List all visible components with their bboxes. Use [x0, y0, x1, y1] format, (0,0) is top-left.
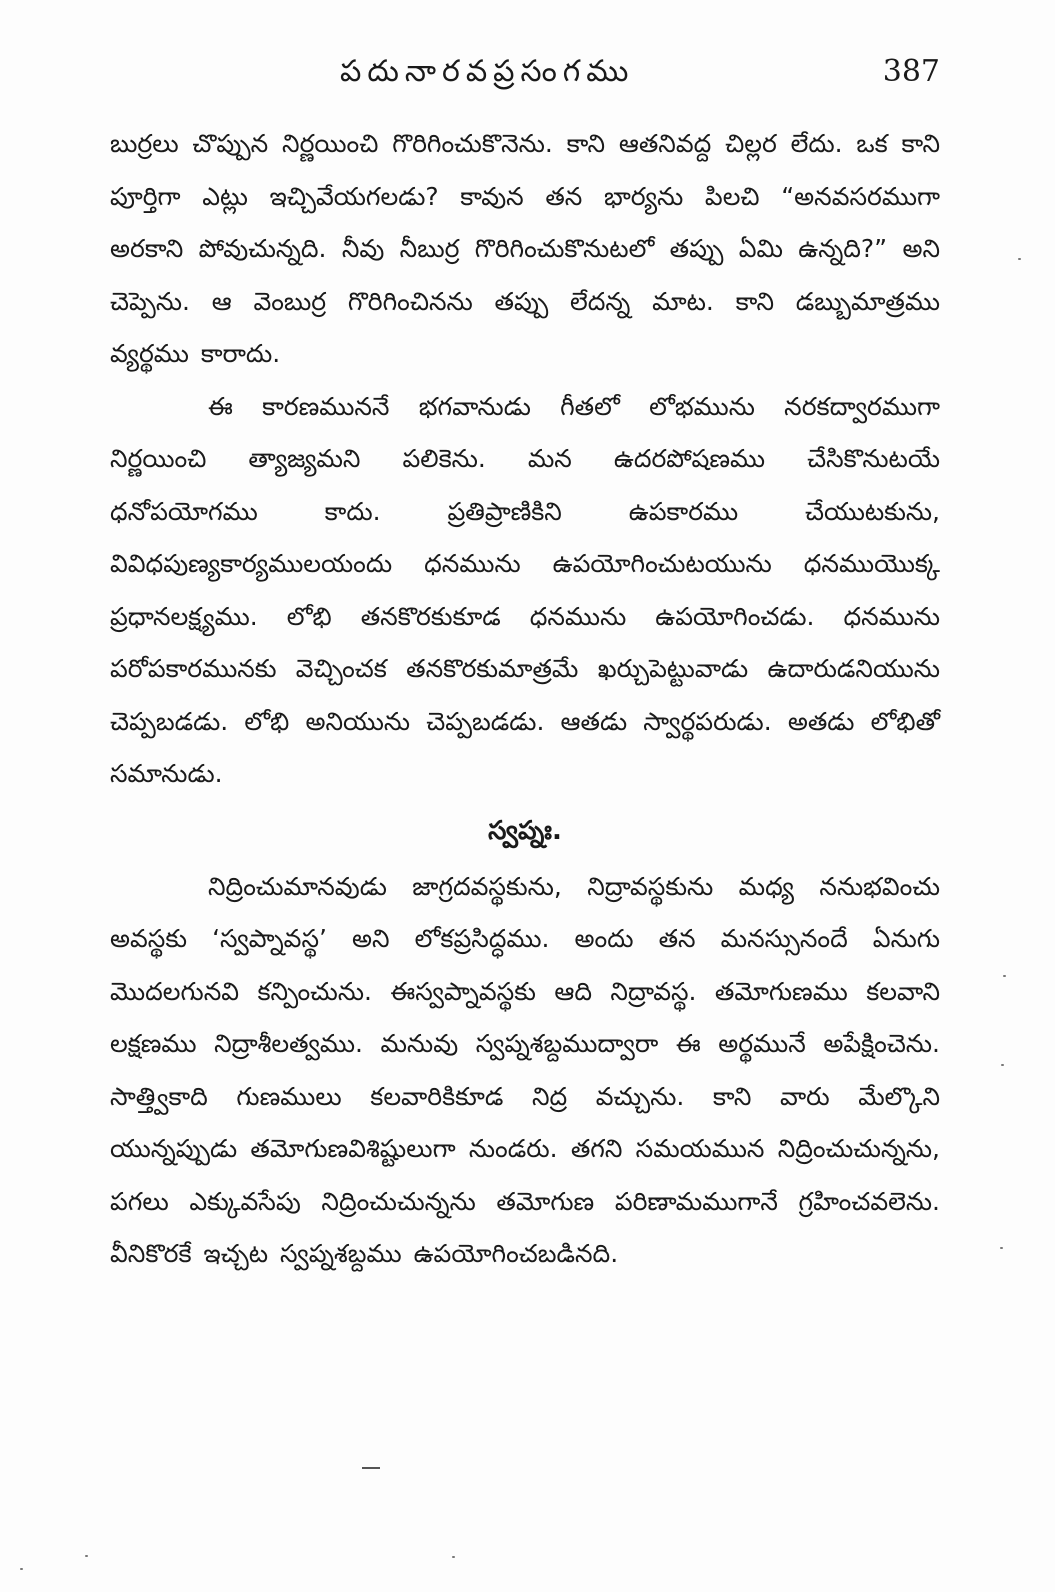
scan-speck: [1000, 1247, 1003, 1249]
scan-speck: [20, 1568, 23, 1570]
scan-speck: [1003, 975, 1006, 977]
page-body: [110, 118, 940, 1281]
scan-speck: [1001, 1064, 1004, 1066]
scan-speck: [85, 1555, 88, 1557]
running-title: పదునారవప్రసంగము: [340, 54, 635, 89]
paragraph-1: బుర్రలు చొప్పున నిర్ణయించి గొరిగించుకొనెను. కాని ఆతనివద్ద చిల్లర లేదు. ఒక కాని పూర్తిగా ఎట్లు ఇచ్చివేయగలడు? కావున తన భార్యను పిలచి “అనవసరముగా అరకాని పోవుచున్నది. నీవు నీబుర్ర గొరిగించుకొనుటలో తప్పు ఏమి ఉన్నది?” అని చెప్పెను. ఆ వెంబుర్ర గొరిగించినను తప్పు లేదన్న మాట. కాని డబ్బుమాత్రము వ్యర్థము కారాదు.: [110, 129, 940, 368]
scan-speck: [452, 1556, 455, 1558]
paragraph-3: నిద్రించుమానవుడు జాగ్రదవస్థకును, నిద్రావస్థకును మధ్య ననుభవించు అవస్థకు ‘స్వప్నావస్థ’ అని లోకప్రసిద్ధము. అందు తన మనస్సునందే ఏనుగు మొదలగునవి కన్పించును. ఈస్వప్నావస్థకు ఆది నిద్రావస్థ. తమోగుణము కలవాని లక్షణము నిద్రాశీలత్వము. మనువు స్వప్నశబ్దముద్వారా ఈ అర్థమునే అపేక్షించెను. సాత్త్వికాది గుణములు కలవారికికూడ నిద్ర వచ్చును. కాని వారు మేల్కొని యున్నప్పుడు తమోగుణవిశిష్టులుగా నుండరు. తగని సమయమున నిద్రించుచున్నను, పగలు ఎక్కువసేపు నిద్రించుచున్నను తమోగుణ పరిణామముగానే గ్రహించవలెను. వీనికొరకే ఇచ్చట స్వప్నశబ్దము ఉపయోగించబడినది.: [110, 871, 940, 1268]
scan-speck: [1018, 258, 1021, 260]
paragraph-2: ఈ కారణముననే భగవానుడు గీతలో లోభమును నరకద్వారముగా నిర్ణయించి త్యాజ్యమని పలికెను. మన ఉదరపోషణము చేసికొనుటయే ధనోపయోగము కాదు. ప్రతిప్రాణికిని ఉపకారము చేయుటకును, వివిధపుణ్యకార్యములయందు ధనమును ఉపయోగించుటయును ధనముయొక్క ప్రధానలక్ష్యము. లోభి తనకొరకుకూడ ధనమును ఉపయోగించడు. ధనమును పరోపకారమునకు వెచ్చించక తనకొరకుమాత్రమే ఖర్చుపెట్టువాడు ఉదారుడనియును చెప్పబడడు. లోభి అనియును చెప్పబడడు. ఆతడు స్వార్థపరుడు. అతడు లోభితో సమానుడు.: [110, 391, 940, 788]
footer-dash: [362, 1467, 380, 1469]
page-header: [110, 52, 940, 92]
section-heading: స్వప్నః.: [488, 815, 562, 846]
page-number: 387: [882, 54, 940, 89]
